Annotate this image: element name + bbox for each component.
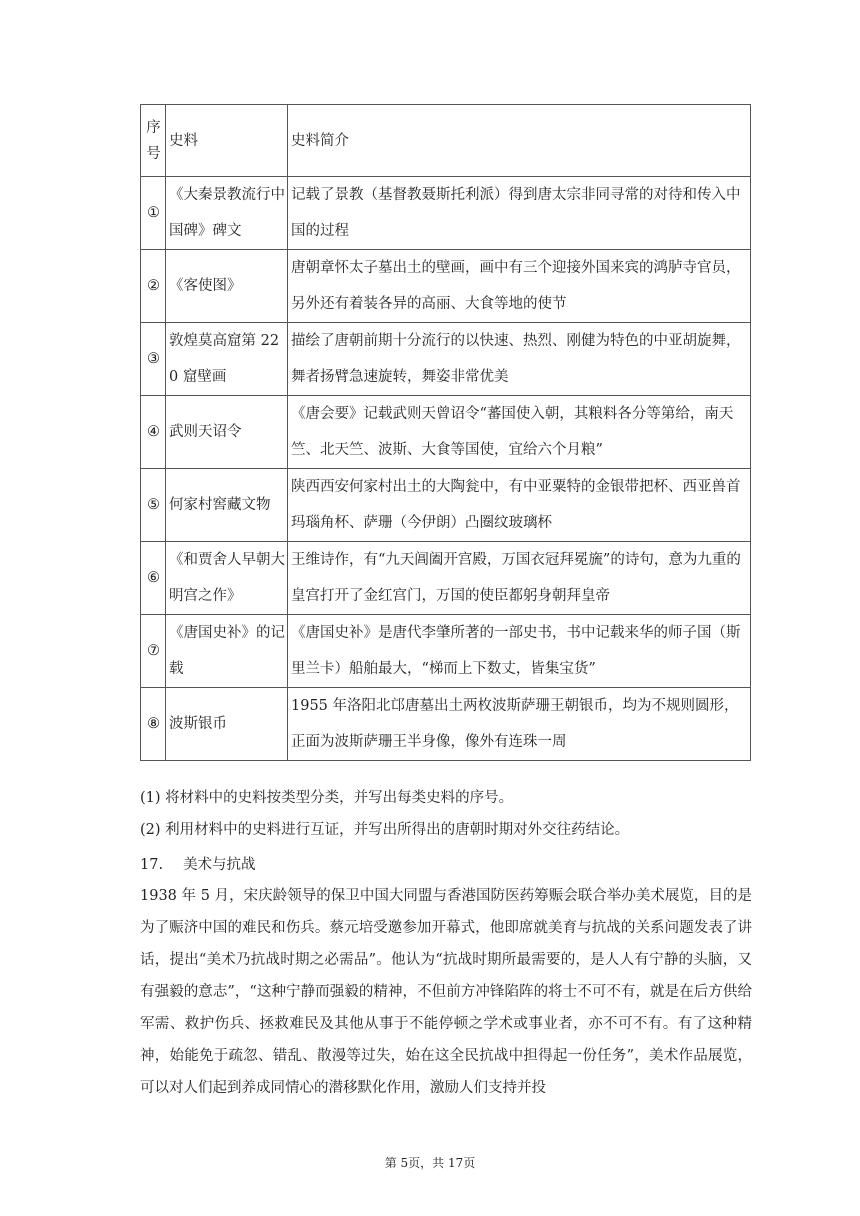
section-number: 17. xyxy=(140,857,164,873)
table-row xyxy=(141,615,751,688)
row-source: 武则天诏令 xyxy=(166,396,288,469)
table-header-row xyxy=(141,105,751,177)
header-intro: 史料简介 xyxy=(288,105,751,177)
row-number: ④ xyxy=(141,396,166,469)
table-row xyxy=(141,396,751,469)
row-intro: 陕西西安何家村出土的大陶瓮中，有中亚粟特的金银带把杯、西亚兽首玛瑙角杯、萨珊（今伊朗）凸圈纹玻璃杯 xyxy=(288,469,751,542)
section-heading xyxy=(140,853,256,874)
page-footer: 第 5页，共 17页 xyxy=(384,1156,476,1170)
row-intro: 唐朝章怀太子墓出土的壁画，画中有三个迎接外国来宾的鸿胪寺官员，另外还有着装各异的高丽、大食等地的使节 xyxy=(288,250,751,323)
table-row xyxy=(141,250,751,323)
table-row xyxy=(141,688,751,761)
row-number: ② xyxy=(141,250,166,323)
row-source: 何家村窖藏文物 xyxy=(166,469,288,542)
row-source: 《唐国史补》的记载 xyxy=(166,615,288,688)
row-number: ① xyxy=(141,177,166,250)
question-1: (1) 将材料中的史料按类型分类，并写出每类史料的序号。 xyxy=(140,790,514,806)
row-source: 《大秦景教流行中国碑》碑文 xyxy=(166,177,288,250)
row-intro: 王维诗作，有“九天阊阖开宫殿，万国衣冠拜冕旒”的诗句，意为九重的皇宫打开了金红宫门，万国的使臣都躬身朝拜皇帝 xyxy=(288,542,751,615)
row-intro: 1955 年洛阳北邙唐墓出土两枚波斯萨珊王朝银币，均为不规则圆形，正面为波斯萨珊王半身像，像外有连珠一周 xyxy=(288,688,751,761)
row-number: ⑦ xyxy=(141,615,166,688)
section-paragraph: 1938 年 5 月，宋庆龄领导的保卫中国大同盟与香港国防医药筹赈会联合举办美术展览，目的是为了赈济中国的难民和伤兵。蔡元培受邀参加开幕式，他即席就美育与抗战的关系问题发表了讲话，提出“美术乃抗战时期之必需品”。他认为“抗战时期所最需要的，是人人有宁静的头脑，又有强毅的意志”，“这种宁静而强毅的精神，不但前方冲锋陷阵的将士不可不有，就是在后方供给军需、救护伤兵、拯救难民及其他从事于不能停顿之学术或事业者，亦不可不有。有了这种精神，始能免于疏忽、错乱、散漫等过失，始在这全民抗战中担得起一份任务”，美术作品展览，可以对人们起到养成同情心的潜移默化作用，激励人们支持并投 xyxy=(140,888,752,1096)
row-source: 敦煌莫高窟第 220 窟壁画 xyxy=(166,323,288,396)
row-intro: 《唐会要》记载武则天曾诏令“蕃国使入朝，其粮料各分等第给，南天竺、北天竺、波斯、大食等国使，宜给六个月粮” xyxy=(288,396,751,469)
question-2: (2) 利用材料中的史料进行互证，并写出所得出的唐朝时期对外交往药结论。 xyxy=(140,822,630,838)
row-intro: 《唐国史补》是唐代李肇所著的一部史书，书中记载来华的师子国（斯里兰卡）船舶最大，“梯而上下数丈，皆集宝货” xyxy=(288,615,751,688)
row-number: ⑥ xyxy=(141,542,166,615)
row-intro: 描绘了唐朝前期十分流行的以快速、热烈、刚健为特色的中亚胡旋舞，舞者扬臂急速旋转，舞姿非常优美 xyxy=(288,323,751,396)
row-number: ⑤ xyxy=(141,469,166,542)
row-intro: 记载了景教（基督教聂斯托利派）得到唐太宗非同寻常的对待和传入中国的过程 xyxy=(288,177,751,250)
table-row xyxy=(141,469,751,542)
row-source: 波斯银币 xyxy=(166,688,288,761)
row-number: ③ xyxy=(141,323,166,396)
row-source: 《和贾舍人早朝大明宫之作》 xyxy=(166,542,288,615)
header-number: 序号 xyxy=(141,105,166,177)
row-source: 《客使图》 xyxy=(166,250,288,323)
table-row xyxy=(141,323,751,396)
table-row xyxy=(141,177,751,250)
table-row xyxy=(141,542,751,615)
section-title: 美术与抗战 xyxy=(183,857,256,873)
row-number: ⑧ xyxy=(141,688,166,761)
header-source: 史料 xyxy=(166,105,288,177)
historical-sources-table xyxy=(140,104,751,761)
